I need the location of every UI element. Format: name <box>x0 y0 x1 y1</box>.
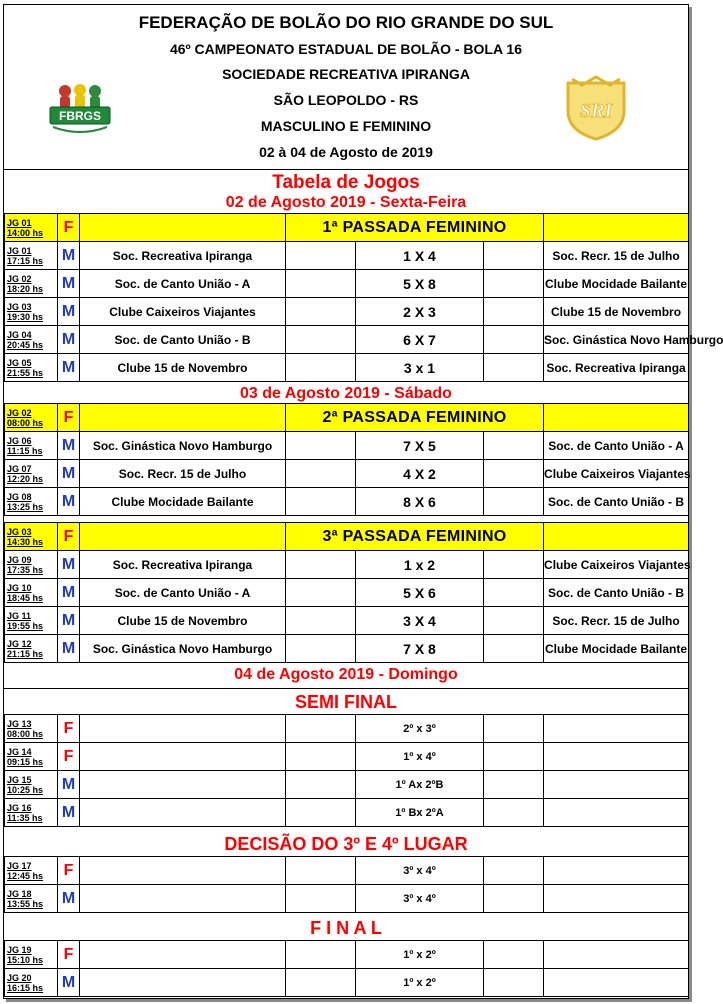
game-number: JG 13 <box>7 718 32 729</box>
empty-cell <box>80 214 286 242</box>
empty-cell <box>484 857 544 885</box>
away-team: Soc. Recr. 15 de Julho <box>544 242 689 270</box>
empty-cell <box>286 354 356 382</box>
game-row <box>5 799 689 827</box>
empty-cell <box>286 771 356 799</box>
game-number: JG 11 <box>7 610 32 621</box>
city: SÃO LEOPOLDO - RS <box>273 92 419 108</box>
semi-final-heading: SEMI FINAL <box>295 692 397 712</box>
home-team <box>80 857 286 885</box>
event-dates: 02 à 04 de Agosto de 2019 <box>259 144 433 160</box>
game-number: JG 03 <box>7 301 32 312</box>
empty-cell <box>484 771 544 799</box>
score: 3º x 4º <box>356 857 484 885</box>
game-time: 14:00 hs <box>7 227 44 238</box>
game-row <box>5 607 689 635</box>
empty-cell <box>544 523 689 551</box>
away-team <box>544 857 689 885</box>
game-id-cell <box>5 488 58 516</box>
away-team <box>544 743 689 771</box>
empty-cell <box>484 326 544 354</box>
game-row <box>5 242 689 270</box>
game-time: 11:15 hs <box>7 445 43 456</box>
game-number: JG 03 <box>7 526 32 537</box>
game-number: JG 20 <box>7 972 32 983</box>
empty-cell <box>484 635 544 663</box>
empty-cell <box>286 969 356 997</box>
game-time: 17:35 hs <box>7 564 44 575</box>
game-number: JG 02 <box>7 273 32 284</box>
score: 2 X 3 <box>356 298 484 326</box>
gender-code: M <box>58 969 80 997</box>
game-id-cell <box>5 771 58 799</box>
empty-cell <box>484 488 544 516</box>
game-number: JG 01 <box>7 217 32 228</box>
gender-code: M <box>58 432 80 460</box>
away-team: Soc. de Canto União - B <box>544 488 689 516</box>
gender-code: M <box>58 460 80 488</box>
game-time: 13:55 hs <box>7 898 44 909</box>
game-id-cell <box>5 354 58 382</box>
game-id-cell <box>5 715 58 743</box>
empty-cell <box>484 715 544 743</box>
empty-cell <box>286 298 356 326</box>
final-heading: F I N A L <box>310 918 382 938</box>
home-team: Soc. Ginástica Novo Hamburgo <box>80 635 286 663</box>
schedule-title: Tabela de Jogos <box>272 172 420 193</box>
home-team: Soc. Recreativa Ipiranga <box>80 551 286 579</box>
score: 1 x 2 <box>356 551 484 579</box>
passada-label: 2ª PASSADA FEMININO <box>286 404 544 432</box>
empty-cell <box>286 715 356 743</box>
games-table-day2-afternoon <box>4 522 689 663</box>
game-number: JG 01 <box>7 245 32 256</box>
empty-cell <box>286 635 356 663</box>
game-row <box>5 298 689 326</box>
game-row <box>5 771 689 799</box>
game-id-cell <box>5 799 58 827</box>
game-number: JG 10 <box>7 582 32 593</box>
home-team: Clube Mocidade Bailante <box>80 488 286 516</box>
fbrgs-logo-text: FBRGS <box>59 109 101 123</box>
empty-cell <box>484 579 544 607</box>
gender-code: M <box>58 354 80 382</box>
game-row <box>5 715 689 743</box>
empty-cell <box>286 799 356 827</box>
gender-code: M <box>58 488 80 516</box>
home-team <box>80 715 286 743</box>
empty-cell <box>286 857 356 885</box>
game-id-cell <box>5 214 58 242</box>
gender-code: F <box>58 941 80 969</box>
passada-label: 1ª PASSADA FEMININO <box>286 214 544 242</box>
game-time: 10:25 hs <box>7 784 44 795</box>
day-heading-1: 02 de Agosto 2019 - Sexta-Feira <box>225 194 467 211</box>
game-number: JG 18 <box>7 888 32 899</box>
game-time: 20:45 hs <box>7 339 44 350</box>
score: 5 X 6 <box>356 579 484 607</box>
empty-cell <box>286 579 356 607</box>
empty-cell <box>484 969 544 997</box>
score: 1º x 2º <box>356 969 484 997</box>
gender-code: M <box>58 270 80 298</box>
home-team <box>80 941 286 969</box>
home-team: Soc. de Canto União - A <box>80 270 286 298</box>
game-id-cell <box>5 242 58 270</box>
score: 1º x 2º <box>356 941 484 969</box>
score: 1 X 4 <box>356 242 484 270</box>
game-time: 21:15 hs <box>7 648 44 659</box>
empty-cell <box>484 354 544 382</box>
schedule-sheet <box>3 4 723 999</box>
third-place-heading: DECISÃO DO 3º E 4º LUGAR <box>224 834 468 854</box>
game-row <box>5 551 689 579</box>
game-time: 18:45 hs <box>7 592 44 603</box>
away-team <box>544 941 689 969</box>
gender-code: M <box>58 326 80 354</box>
away-team: Soc. Recr. 15 de Julho <box>544 607 689 635</box>
game-number: JG 05 <box>7 357 32 368</box>
empty-cell <box>286 551 356 579</box>
away-team <box>544 885 689 913</box>
game-number: JG 14 <box>7 746 32 757</box>
game-number: JG 16 <box>7 802 32 813</box>
gender-code: F <box>58 214 80 242</box>
empty-cell <box>286 326 356 354</box>
game-row <box>5 579 689 607</box>
empty-cell <box>286 488 356 516</box>
empty-cell <box>286 607 356 635</box>
away-team: Clube Mocidade Bailante <box>544 270 689 298</box>
passada-row <box>5 404 689 432</box>
home-team: Soc. de Canto União - A <box>80 579 286 607</box>
home-team: Soc. Ginástica Novo Hamburgo <box>80 432 286 460</box>
game-time: 11:35 hs <box>7 812 43 823</box>
game-number: JG 12 <box>7 638 32 649</box>
gender-code: M <box>58 242 80 270</box>
game-row <box>5 460 689 488</box>
gender-code: M <box>58 607 80 635</box>
gender-code: F <box>58 404 80 432</box>
game-row <box>5 432 689 460</box>
game-id-cell <box>5 635 58 663</box>
game-row <box>5 885 689 913</box>
score: 2º x 3º <box>356 715 484 743</box>
game-row <box>5 635 689 663</box>
game-row <box>5 969 689 997</box>
empty-cell <box>544 214 689 242</box>
empty-cell <box>484 551 544 579</box>
away-team: Soc. Recreativa Ipiranga <box>544 354 689 382</box>
sri-logo-text: SRI <box>579 100 613 122</box>
game-id-cell <box>5 326 58 354</box>
home-team: Soc. Recr. 15 de Julho <box>80 460 286 488</box>
third-place-table <box>4 856 689 913</box>
empty-cell <box>286 242 356 270</box>
header <box>4 5 688 170</box>
home-team: Clube Caixeiros Viajantes <box>80 298 286 326</box>
score: 7 X 5 <box>356 432 484 460</box>
gender-code: F <box>58 743 80 771</box>
game-number: JG 09 <box>7 554 32 565</box>
passada-row <box>5 214 689 242</box>
game-id-cell <box>5 551 58 579</box>
away-team <box>544 715 689 743</box>
game-row <box>5 857 689 885</box>
game-time: 13:25 hs <box>7 501 44 512</box>
game-time: 08:00 hs <box>7 728 44 739</box>
game-id-cell <box>5 270 58 298</box>
score: 1º Ax 2ºB <box>356 771 484 799</box>
game-number: JG 07 <box>7 463 32 474</box>
gender-code: F <box>58 857 80 885</box>
game-time: 15:10 hs <box>7 954 44 965</box>
game-time: 14:30 hs <box>7 536 44 547</box>
score: 3º x 4º <box>356 885 484 913</box>
gender-code: M <box>58 885 80 913</box>
home-team <box>80 799 286 827</box>
game-id-cell <box>5 523 58 551</box>
game-time: 18:20 hs <box>7 283 44 294</box>
empty-cell <box>484 242 544 270</box>
away-team: Clube Mocidade Bailante <box>544 635 689 663</box>
game-id-cell <box>5 857 58 885</box>
semi-final-table <box>4 714 689 827</box>
away-team: Soc. de Canto União - A <box>544 432 689 460</box>
game-number: JG 19 <box>7 944 32 955</box>
empty-cell <box>484 270 544 298</box>
home-team: Soc. Recreativa Ipiranga <box>80 242 286 270</box>
game-id-cell <box>5 579 58 607</box>
divider <box>4 688 688 689</box>
categories: MASCULINO E FEMININO <box>260 118 432 134</box>
game-id-cell <box>5 404 58 432</box>
home-team: Clube 15 de Novembro <box>80 607 286 635</box>
passada-row <box>5 523 689 551</box>
empty-cell <box>286 743 356 771</box>
score: 1º Bx 2ºA <box>356 799 484 827</box>
game-id-cell <box>5 607 58 635</box>
game-time: 19:55 hs <box>7 620 44 631</box>
game-row <box>5 326 689 354</box>
gender-code: F <box>58 715 80 743</box>
game-id-cell <box>5 743 58 771</box>
empty-cell <box>286 432 356 460</box>
game-number: JG 04 <box>7 329 32 340</box>
game-number: JG 08 <box>7 491 32 502</box>
game-time: 12:20 hs <box>7 473 44 484</box>
day-heading-3: 04 de Agosto 2019 - Domingo <box>234 666 458 683</box>
empty-cell <box>484 460 544 488</box>
sri-logo <box>564 75 628 141</box>
away-team: Soc. de Canto União - B <box>544 579 689 607</box>
home-team: Clube 15 de Novembro <box>80 354 286 382</box>
home-team <box>80 771 286 799</box>
passada-label: 3ª PASSADA FEMININO <box>286 523 544 551</box>
away-team <box>544 969 689 997</box>
game-time: 19:30 hs <box>7 311 44 322</box>
gender-code: M <box>58 551 80 579</box>
game-time: 21:55 hs <box>7 367 44 378</box>
game-time: 17:15 hs <box>7 255 44 266</box>
game-time: 16:15 hs <box>7 982 44 993</box>
empty-cell <box>484 941 544 969</box>
empty-cell <box>484 799 544 827</box>
game-row <box>5 354 689 382</box>
away-team: Clube 15 de Novembro <box>544 298 689 326</box>
score: 4 X 2 <box>356 460 484 488</box>
score: 6 X 7 <box>356 326 484 354</box>
empty-cell <box>484 743 544 771</box>
game-row <box>5 941 689 969</box>
game-number: JG 06 <box>7 435 32 446</box>
gender-code: F <box>58 523 80 551</box>
away-team: Clube Caixeiros Viajantes <box>544 460 689 488</box>
empty-cell <box>80 404 286 432</box>
empty-cell <box>484 607 544 635</box>
game-time: 09:15 hs <box>7 756 44 767</box>
away-team: Soc. Ginástica Novo Hamburgo <box>544 326 689 354</box>
game-time: 08:00 hs <box>7 417 44 428</box>
away-team: Clube Caixeiros Viajantes <box>544 551 689 579</box>
score: 1º x 4º <box>356 743 484 771</box>
score: 3 X 4 <box>356 607 484 635</box>
empty-cell <box>286 270 356 298</box>
game-id-cell <box>5 885 58 913</box>
day-heading-2: 03 de Agosto 2019 - Sábado <box>240 385 452 402</box>
gender-code: M <box>58 298 80 326</box>
empty-cell <box>286 885 356 913</box>
game-id-cell <box>5 941 58 969</box>
fbrgs-logo <box>45 81 115 137</box>
home-team: Soc. de Canto União - B <box>80 326 286 354</box>
game-id-cell <box>5 298 58 326</box>
empty-cell <box>484 298 544 326</box>
empty-cell <box>80 523 286 551</box>
empty-cell <box>484 885 544 913</box>
empty-cell <box>286 460 356 488</box>
championship-title: 46º CAMPEONATO ESTADUAL DE BOLÃO - BOLA 16 <box>169 41 523 57</box>
game-row <box>5 743 689 771</box>
games-table-day2 <box>4 403 689 516</box>
game-row <box>5 270 689 298</box>
game-row <box>5 488 689 516</box>
game-id-cell <box>5 460 58 488</box>
game-time: 12:45 hs <box>7 870 44 881</box>
score: 3 x 1 <box>356 354 484 382</box>
gender-code: M <box>58 579 80 607</box>
host-club: SOCIEDADE RECREATIVA IPIRANGA <box>222 66 470 82</box>
empty-cell <box>484 432 544 460</box>
gender-code: M <box>58 771 80 799</box>
final-table <box>4 940 689 997</box>
game-number: JG 17 <box>7 860 32 871</box>
game-number: JG 02 <box>7 407 32 418</box>
federation-title: FEDERAÇÃO DE BOLÃO DO RIO GRANDE DO SUL <box>138 13 554 32</box>
gender-code: M <box>58 799 80 827</box>
score: 8 X 6 <box>356 488 484 516</box>
home-team <box>80 743 286 771</box>
empty-cell <box>544 404 689 432</box>
game-number: JG 15 <box>7 774 32 785</box>
away-team <box>544 799 689 827</box>
score: 7 X 8 <box>356 635 484 663</box>
away-team <box>544 771 689 799</box>
game-id-cell <box>5 432 58 460</box>
home-team <box>80 969 286 997</box>
home-team <box>80 885 286 913</box>
game-id-cell <box>5 969 58 997</box>
score: 5 X 8 <box>356 270 484 298</box>
empty-cell <box>286 941 356 969</box>
gender-code: M <box>58 635 80 663</box>
games-table-day1 <box>4 213 723 382</box>
